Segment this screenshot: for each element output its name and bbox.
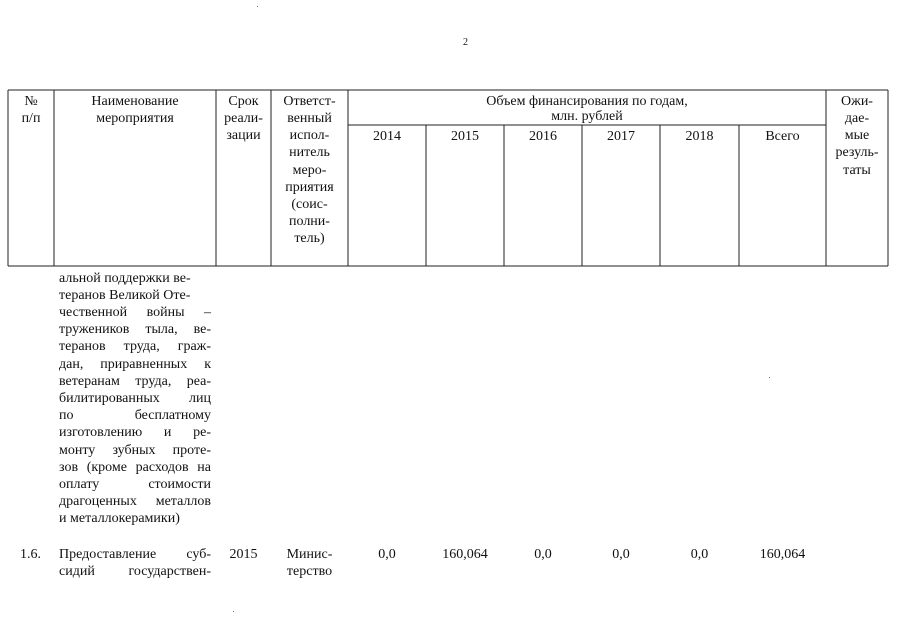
header-results-line: Ожи- [841, 94, 873, 109]
text-line: по бесплатному [59, 408, 211, 423]
text-line: теранов труда, граж- [59, 339, 211, 354]
header-year-2017: 2017 [607, 129, 635, 144]
text-line: и металлокерамики) [59, 511, 180, 526]
header-results-line: резуль- [835, 145, 879, 160]
header-year-total: Всего [765, 129, 800, 144]
header-name-line: Наименование [91, 94, 179, 109]
header-funding-line: Объем финансирования по годам, [486, 94, 688, 109]
scan-speck [257, 6, 258, 7]
header-number-line: № [24, 94, 38, 109]
text-line: дан, приравненных к [59, 357, 211, 372]
row-value-2014: 0,0 [378, 547, 396, 562]
text-line: зов (кроме расходов на [59, 460, 211, 475]
text-line: оплату стоимости [59, 477, 211, 492]
row-value-total: 160,064 [759, 547, 806, 562]
header-term-line: зации [226, 128, 261, 143]
header-responsible-line: нитель [289, 145, 330, 160]
header-results-line: мые [844, 128, 870, 143]
header-year-2014: 2014 [373, 129, 401, 144]
text-line: тружеников тыла, ве- [59, 322, 211, 337]
text-line: чественной войны – [59, 305, 211, 320]
header-term-line: реали- [224, 111, 263, 126]
header-responsible-line: тель) [294, 231, 325, 246]
row-value-2017: 0,0 [612, 547, 630, 562]
row-responsible-line: Минис- [286, 547, 333, 562]
text-line: монту зубных протe- [59, 443, 211, 458]
header-responsible-line: меро- [292, 163, 327, 178]
row-value-2018: 0,0 [690, 547, 709, 562]
header-responsible-line: приятия [285, 180, 334, 195]
row-term: 2015 [229, 547, 258, 562]
header-year-2015: 2015 [451, 129, 479, 144]
header-results-line: дае- [844, 111, 870, 126]
scan-speck [233, 611, 234, 612]
row-name-line: сидий государствен- [59, 564, 211, 579]
text-line: билитированных лиц [59, 391, 211, 406]
text-line: альной поддержки ве- [59, 271, 191, 286]
page-number: 2 [463, 37, 468, 48]
header-responsible-line: полни- [289, 214, 330, 229]
header-year-2018: 2018 [685, 129, 714, 144]
header-results-line: таты [843, 163, 871, 178]
text-line: теранов Великой Оте- [59, 288, 191, 303]
header-term-line: Срок [228, 94, 259, 109]
header-funding-line: млн. рублей [551, 109, 623, 124]
row-value-2016: 0,0 [534, 547, 552, 562]
row-name-line: Предоставление суб- [59, 547, 211, 562]
row-number: 1.6. [20, 547, 41, 562]
header-year-2016: 2016 [529, 129, 557, 144]
header-responsible-line: (соис- [291, 197, 328, 212]
row-value-2015: 160,064 [442, 547, 488, 562]
text-line: драгоценных металлов [59, 494, 211, 509]
header-name-line: мероприятия [96, 111, 174, 126]
header-number-line: п/п [21, 111, 41, 126]
scan-speck [769, 377, 770, 378]
text-line: изготовлению и ре- [59, 425, 211, 440]
text-line: ветеранам труда, реа- [59, 374, 211, 389]
header-responsible-line: венный [287, 111, 332, 126]
header-responsible-line: испол- [289, 128, 330, 143]
header-responsible-line: Ответст- [283, 94, 336, 109]
row-responsible-line: терство [286, 564, 333, 579]
